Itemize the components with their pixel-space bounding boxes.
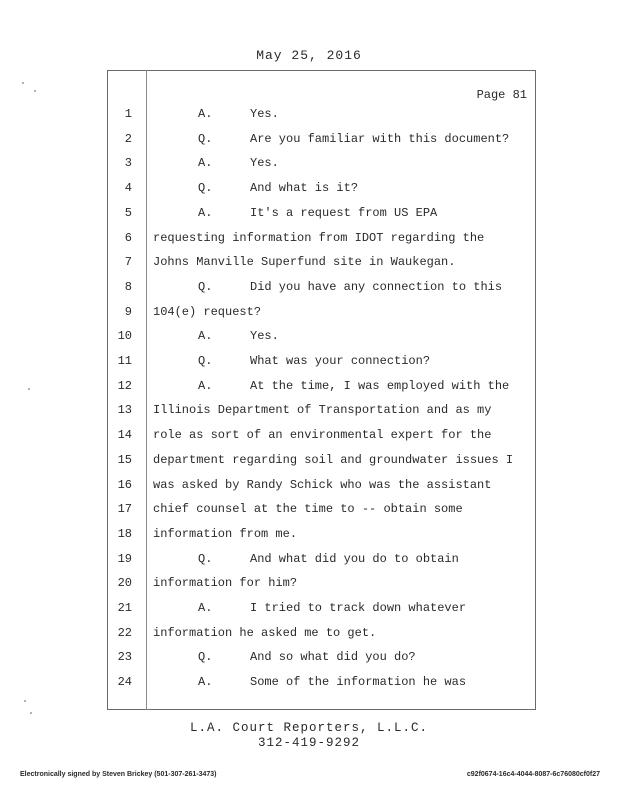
transcript-line	[0, 329, 618, 349]
speaker-label: A.	[198, 205, 213, 220]
transcript-line	[0, 675, 618, 695]
speaker-label: Q.	[198, 279, 213, 294]
line-number: 22	[117, 625, 132, 640]
transcript-line	[0, 428, 618, 448]
scan-speck	[22, 82, 24, 84]
line-text: And what is it?	[250, 181, 359, 196]
line-text: I tried to track down whatever	[250, 601, 467, 615]
line-number: 19	[117, 551, 132, 566]
line-text: Yes.	[250, 107, 279, 121]
transcript-line	[0, 576, 618, 596]
line-text: What was your connection?	[250, 354, 431, 368]
line-number: 24	[117, 675, 132, 690]
scan-speck	[34, 90, 36, 92]
speaker-label: A.	[198, 378, 213, 393]
line-text: Yes.	[250, 156, 279, 171]
transcript-line	[0, 255, 618, 275]
transcript-line	[0, 601, 618, 621]
speaker-label: Q.	[198, 551, 213, 566]
speaker-label: A.	[198, 675, 213, 690]
speaker-label: A.	[198, 601, 213, 615]
line-text: role as sort of an environmental expert for the	[153, 428, 492, 443]
line-number: 18	[117, 526, 132, 541]
line-number: 9	[124, 304, 132, 319]
line-number: 23	[117, 650, 132, 665]
scan-speck	[28, 388, 30, 390]
line-number: 21	[117, 601, 132, 615]
speaker-label: A.	[198, 107, 213, 121]
scan-speck	[24, 700, 26, 702]
transcript-line	[0, 650, 618, 670]
line-number: 1	[124, 107, 132, 121]
line-number: 14	[117, 428, 132, 443]
line-number: 2	[124, 131, 132, 146]
speaker-label: Q.	[198, 181, 213, 196]
transcript-line	[0, 502, 618, 522]
line-text: Did you have any connection to this	[250, 279, 503, 294]
transcript-line	[0, 453, 618, 473]
line-text: And what did you do to obtain	[250, 551, 459, 566]
line-number: 20	[117, 576, 132, 591]
line-number: 6	[124, 230, 132, 245]
line-number: 10	[117, 329, 132, 344]
line-number: 7	[124, 255, 132, 270]
line-text: Johns Manville Superfund site in Waukegan.	[153, 255, 456, 270]
transcript-line	[0, 305, 618, 325]
line-text: chief counsel at the time to -- obtain some	[153, 502, 463, 517]
line-number: 16	[117, 477, 132, 492]
court-reporter-phone: 312-419-9292	[257, 736, 360, 750]
transcript-line	[0, 626, 618, 646]
speaker-label: Q.	[198, 131, 213, 146]
transcript-line	[0, 527, 618, 547]
line-number: 8	[124, 279, 132, 294]
line-text: Illinois Department of Transportation and as my	[153, 403, 492, 418]
speaker-label: Q.	[198, 650, 213, 665]
line-number: 5	[124, 205, 132, 220]
transcript-line	[0, 478, 618, 498]
line-number: 3	[124, 156, 132, 171]
transcript-line	[0, 107, 618, 127]
court-reporter-name: L.A. Court Reporters, L.L.C.	[189, 721, 429, 735]
line-number: 4	[124, 181, 132, 196]
line-text: information he asked me to get.	[153, 625, 377, 640]
line-text: And so what did you do?	[250, 650, 416, 665]
transcript-line	[0, 156, 618, 176]
transcript-date: May 25, 2016	[256, 48, 362, 63]
line-number: 15	[117, 452, 132, 467]
page-number: Page 81	[476, 88, 527, 102]
transcript-line	[0, 354, 618, 374]
line-text: information for him?	[153, 576, 298, 591]
line-number: 11	[117, 354, 132, 368]
transcript-line	[0, 280, 618, 300]
line-text: requesting information from IDOT regarding the	[153, 230, 485, 245]
line-text: department regarding soil and groundwater issues I	[153, 452, 514, 467]
line-text: was asked by Randy Schick who was the assistant	[153, 477, 492, 492]
line-text: information from me.	[153, 526, 298, 541]
scan-speck	[30, 712, 32, 714]
document-id: c92f0674-16c4-4044-8087-6c76080cf0f27	[466, 771, 600, 778]
speaker-label: A.	[198, 329, 213, 344]
line-text: Some of the information he was	[250, 675, 467, 690]
electronic-signature-note: Electronically signed by Steven Brickey (501-307-261-3473)	[20, 771, 217, 778]
transcript-line	[0, 231, 618, 251]
transcript-line	[0, 552, 618, 572]
line-number: 13	[117, 403, 132, 418]
transcript-line	[0, 132, 618, 152]
line-text: Yes.	[250, 329, 279, 344]
line-text: Are you familiar with this document?	[250, 131, 510, 146]
transcript-line	[0, 379, 618, 399]
transcript-line	[0, 206, 618, 226]
line-text: At the time, I was employed with the	[250, 378, 510, 393]
transcript-line	[0, 403, 618, 423]
speaker-label: A.	[198, 156, 213, 171]
speaker-label: Q.	[198, 354, 213, 368]
line-number: 12	[117, 378, 132, 393]
line-text: 104(e) request?	[153, 304, 262, 319]
line-number: 17	[117, 502, 132, 517]
line-text: It's a request from US EPA	[250, 205, 438, 220]
transcript-line	[0, 181, 618, 201]
